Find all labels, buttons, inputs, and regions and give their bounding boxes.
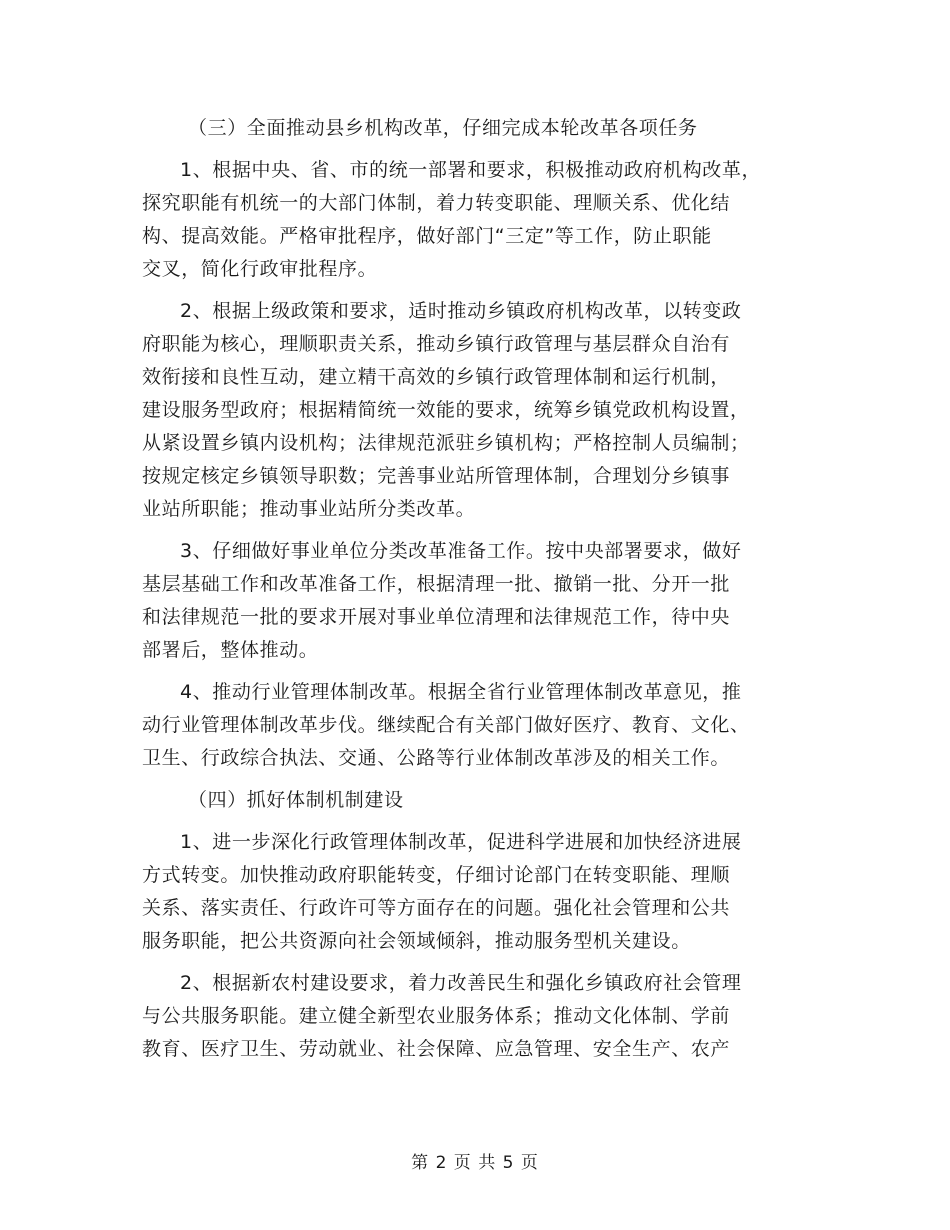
text-line: 2、根据上级政策和要求，适时推动乡镇政府机构改革，以转变政 — [180, 300, 742, 322]
paragraph-gap — [142, 817, 814, 826]
text-line: 从紧设置乡镇内设机构；法律规范派驻乡镇机构；严格控制人员编制； — [142, 432, 750, 454]
text-line: （四）抓好体制机制建设 — [188, 789, 404, 811]
text-line: 动行业管理体制改革步伐。继续配合有关部门做好医疗、教育、文化、 — [142, 714, 750, 736]
body-paragraph — [142, 535, 814, 667]
text-line: 1、根据中央、省、市的统一部署和要求，积极推动政府机构改革， — [180, 159, 762, 181]
text-line: 方式转变。加快推动政府职能转变，仔细讨论部门在转变职能、理顺 — [142, 864, 731, 886]
text-line: 构、提高效能。严格审批程序，做好部门“三定”等工作，防止职能 — [142, 225, 712, 247]
text-line: 府职能为核心，理顺职责关系，推动乡镇行政管理与基层群众自治有 — [142, 333, 731, 355]
body-paragraph — [142, 154, 814, 286]
paragraph-gap — [142, 286, 814, 295]
text-line: （三）全面推动县乡机构改革，仔细完成本轮改革各项任务 — [188, 117, 698, 139]
text-line: 卫生、行政综合执法、交通、公路等行业体制改革涉及的相关工作。 — [142, 747, 731, 769]
text-line: 与公共服务职能。建立健全新型农业服务体系；推动文化体制、学前 — [142, 1005, 731, 1027]
text-line: 探究职能有机统一的大部门体制，着力转变职能、理顺关系、优化结 — [142, 192, 731, 214]
body-paragraph — [142, 295, 814, 526]
text-line: 按规定核定乡镇领导职数；完善事业站所管理体制，合理划分乡镇事 — [142, 465, 731, 487]
section-heading — [142, 784, 814, 817]
text-line: 交叉，简化行政审批程序。 — [142, 258, 378, 280]
text-line: 业站所职能；推动事业站所分类改革。 — [142, 498, 476, 520]
paragraph-gap — [142, 667, 814, 676]
text-line: 2、根据新农村建设要求，着力改善民生和强化乡镇政府社会管理 — [180, 972, 742, 994]
body-paragraph — [142, 676, 814, 775]
paragraph-gap — [142, 958, 814, 967]
paragraph-gap — [142, 145, 814, 154]
text-line: 3、仔细做好事业单位分类改革准备工作。按中央部署要求，做好 — [180, 540, 742, 562]
text-line: 1、进一步深化行政管理体制改革，促进科学进展和加快经济进展 — [180, 831, 742, 853]
text-line: 效衔接和良性互动，建立精干高效的乡镇行政管理体制和运行机制， — [142, 366, 731, 388]
text-line: 关系、落实责任、行政许可等方面存在的问题。强化社会管理和公共 — [142, 897, 731, 919]
document-body — [142, 112, 814, 1066]
text-line: 和法律规范一批的要求开展对事业单位清理和法律规范工作，待中央 — [142, 606, 731, 628]
text-line: 部署后，整体推动。 — [142, 639, 319, 661]
page-footer: 第 2 页 共 5 页 — [411, 1153, 539, 1173]
text-line: 建设服务型政府；根据精简统一效能的要求，统筹乡镇党政机构设置， — [142, 399, 750, 421]
paragraph-gap — [142, 775, 814, 784]
text-line: 基层基础工作和改革准备工作，根据清理一批、撤销一批、分开一批 — [142, 573, 731, 595]
text-line: 服务职能，把公共资源向社会领域倾斜，推动服务型机关建设。 — [142, 930, 691, 952]
text-line: 教育、医疗卫生、劳动就业、社会保障、应急管理、安全生产、农产 — [142, 1038, 731, 1060]
body-paragraph — [142, 826, 814, 958]
paragraph-gap — [142, 526, 814, 535]
body-paragraph — [142, 967, 814, 1066]
section-heading — [142, 112, 814, 145]
text-line: 4、推动行业管理体制改革。根据全省行业管理体制改革意见，推 — [180, 681, 742, 703]
